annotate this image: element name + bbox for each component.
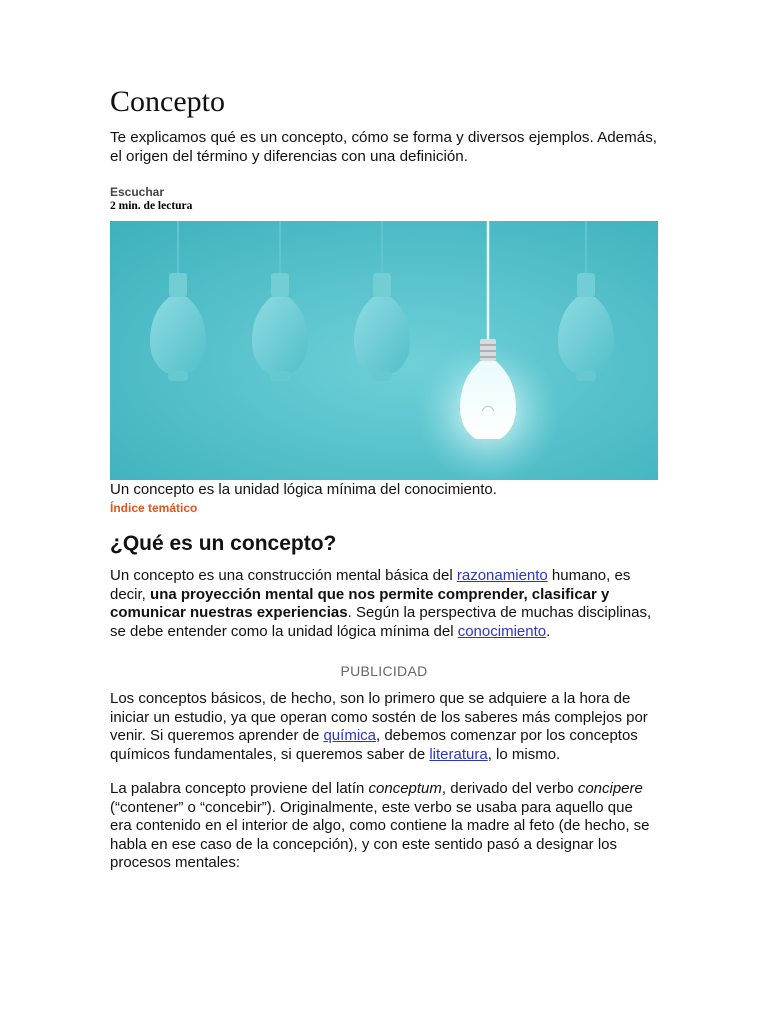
link-conocimiento[interactable]: conocimiento [457,622,547,640]
paragraph-etymology [110,780,658,873]
text-span: humano, es decir, [110,567,631,603]
listen-button[interactable]: Escuchar [110,185,165,199]
link-literatura[interactable]: literatura [429,745,488,763]
advertising-label: PUBLICIDAD [340,663,428,679]
article-title: Concepto [110,85,225,118]
text-span: . Según la perspectiva de muchas disciplinas, se debe entender como la unidad lógica mínima del [110,604,652,640]
text-span: , derivado del verbo [441,780,578,797]
paragraph-definition [110,567,658,641]
text-span: La palabra concepto proviene del latín [110,780,369,797]
thematic-index-link[interactable]: Índice temático [110,501,198,515]
text-span: Los conceptos básicos, de hecho, son lo primero que se adquiere a la hora de iniciar un estudio, ya que operan como sostén de los saberes más complejos por venir. Si queremos aprender de [110,690,648,744]
paragraph-basic-concepts [110,690,658,764]
article-subtitle: Te explicamos qué es un concepto, cómo se forma y diversos ejemplos. Además, el origen del término y diferencias con una definición. [110,129,658,165]
article-content [110,84,658,873]
link-razonamiento[interactable]: razonamiento [456,567,548,584]
image-caption: Un concepto es la unidad lógica mínima del conocimiento. [110,481,497,498]
text-span: (“contener” o “concebir”). Originalmente, este verbo se usaba para aquello que era contenido en el interior de algo, como contiene la madre al feto (de hecho, se habla en ese caso de la concepción), y con este sentido pasó a designar los procesos mentales: [110,798,650,871]
text-span: Un concepto es una construcción mental básica del [110,567,457,584]
reading-time: 2 min. de lectura [110,200,193,212]
text-span: . [546,622,551,640]
hero-image-lightbulbs [110,221,658,480]
latin-term: conceptum [368,780,442,797]
bold-definition: una proyección mental que nos permite comprender, clasificar y comunicar nuestras experiencias [110,585,610,621]
text-span: , debemos comenzar por los conceptos químicos fundamentales, si queremos saber de [110,727,638,763]
link-quimica[interactable]: química [323,727,376,744]
section-heading: ¿Qué es un concepto? [110,532,337,555]
latin-verb: concipere [577,780,643,797]
text-span: , lo mismo. [487,745,561,763]
